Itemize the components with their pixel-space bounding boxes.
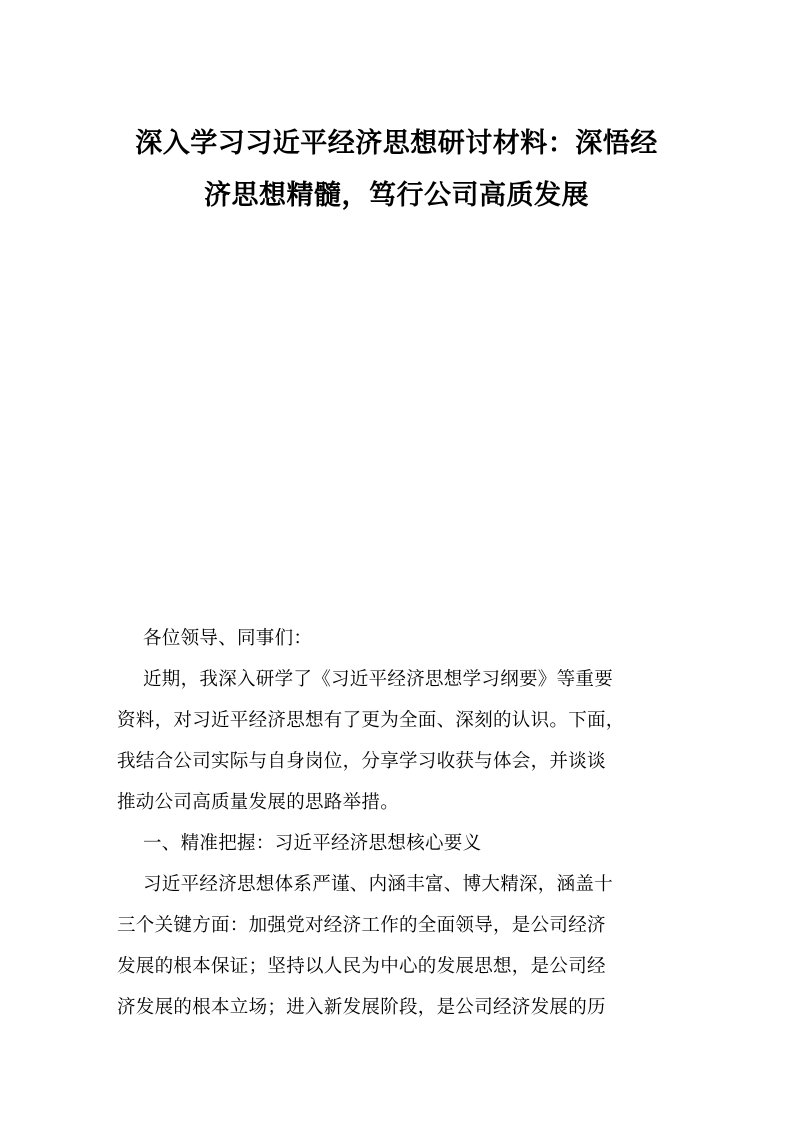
paragraph-line: 发展的根本保证；坚持以人民为中心的发展思想，是公司经 (117, 956, 606, 977)
title-line: 深入学习习近平经济思想研讨材料：深悟经 (135, 128, 658, 159)
paragraph-line: 资料，对习近平经济思想有了更为全面、深刻的认识。下面， (117, 710, 625, 731)
document-body (117, 618, 680, 1028)
paragraph-line: 三个关键方面：加强党对经济工作的全面领导，是公司经济 (117, 915, 606, 936)
title-line: 济思想精髓，笃行公司高质发展 (204, 180, 589, 211)
paragraph-line: 我结合公司实际与自身岗位，分享学习收获与体会，并谈谈 (117, 751, 606, 772)
paragraph-line: 习近平经济思想体系严谨、内涵丰富、博大精深，涵盖十 (143, 874, 614, 895)
paragraph-line: 济发展的根本立场；进入新发展阶段，是公司经济发展的历 (117, 997, 606, 1018)
paragraph-line: 近期，我深入研学了《习近平经济思想学习纲要》等重要 (143, 669, 614, 690)
paragraph-line: 推动公司高质量发展的思路举措。 (117, 792, 400, 813)
salutation: 各位领导、同事们： (143, 628, 313, 649)
document-title (100, 118, 693, 222)
section-heading: 一、精准把握：习近平经济思想核心要义 (143, 833, 482, 854)
